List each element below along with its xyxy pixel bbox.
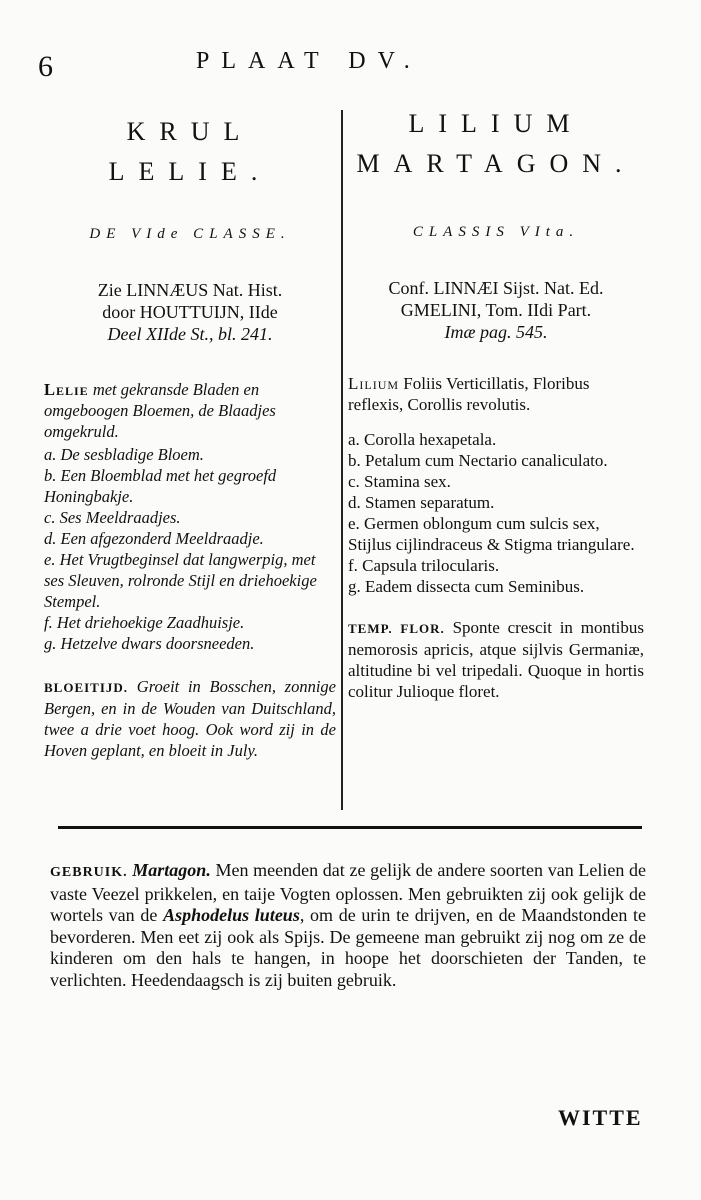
right-classe: CLASSIS VIta. [412, 224, 580, 240]
left-ref-line3: Deel XIIde St., bl. 241. [107, 324, 273, 344]
right-reference [348, 277, 644, 343]
right-desc-rest: Foliis Verticillatis, Floribus reflexis, Corollis revolutis. [348, 374, 590, 414]
page-number: 6 [38, 50, 53, 83]
list-item: a. Corolla hexapetala. [348, 430, 497, 449]
usage-lead: GEBRUIK. [50, 865, 128, 880]
left-classe: DE VIde CLASSE. [89, 226, 291, 242]
left-title-line1: KRUL [126, 117, 254, 146]
list-item: d. Stamen separatum. [348, 493, 495, 512]
right-desc-lead: Lilium [348, 374, 400, 393]
left-ref-line1: Zie LINNÆUS Nat. Hist. [97, 280, 283, 300]
plate-heading: PLAAT DV. [196, 48, 422, 74]
usage-species: Asphodelus luteus [163, 905, 300, 925]
list-item: f. Capsula trilocularis. [348, 556, 500, 575]
usage-name: Martagon. [132, 860, 211, 880]
section-rule [58, 826, 642, 829]
right-title-line1: LILIUM [408, 109, 584, 138]
left-column [44, 112, 336, 761]
right-ref-line1: Conf. LINNÆI Sijst. Nat. Ed. [388, 278, 604, 298]
list-item: e. Germen oblongum cum sulcis sex, Stijlus cijlindraceus & Stigma triangulare. [348, 514, 635, 554]
catchword: WITTE [558, 1105, 643, 1130]
left-description [44, 379, 336, 442]
right-ref-line2: GMELINI, Tom. IIdi Part. [400, 300, 592, 320]
list-item: g. Hetzelve dwars doorsneeden. [44, 634, 255, 653]
left-title-line2: LELIE. [108, 157, 272, 186]
usage-text-1: Men meenden dat ze gelijk de andere soorten van Lelien de vaste Veezel prikkelen, en taije Vogten oplossen. Men gebruikten zij ook gelijk de wortels van de [50, 860, 646, 925]
left-reference [44, 279, 336, 345]
right-column [348, 104, 644, 702]
left-bloei-text: Groeit in Bosschen, zonnige Bergen, en in de Wouden van Duitschland, twee a drie voet hoog. Ook word zij in de Hoven geplant, en bloeit in July. [44, 677, 336, 760]
list-item: g. Eadem dissecta cum Seminibus. [348, 577, 585, 596]
list-item: d. Een afgezonderd Meeldraadje. [44, 529, 264, 548]
right-flowering [348, 617, 644, 702]
usage-paragraph [50, 860, 646, 991]
list-item: b. Een Bloemblad met het gegroefd Honingbakje. [44, 466, 277, 506]
left-flowering [44, 676, 336, 761]
left-bloei-lead: BLOEITIJD. [44, 680, 129, 695]
list-item: c. Stamina sex. [348, 472, 451, 491]
right-title-line2: MARTAGON. [356, 149, 636, 178]
left-ref-line2: door HOUTTUIJN, IIde [102, 302, 278, 322]
left-parts-list [44, 444, 336, 654]
right-description [348, 373, 644, 415]
right-parts-list [348, 429, 644, 597]
list-item: c. Ses Meeldraadjes. [44, 508, 181, 527]
list-item: e. Het Vrugtbeginsel dat langwerpig, met ses Sleuven, rolronde Stijl en driehoekige Stempel. [44, 550, 317, 611]
left-desc-rest: met gekransde Bladen en omgeboogen Bloemen, de Blaadjes omgekruld. [44, 380, 276, 441]
list-item: a. De sesbladige Bloem. [44, 445, 204, 464]
right-temp-lead: TEMP. FLOR. [348, 621, 445, 636]
usage-text-2: , om de urin te drijven, en de Maandstonden te bevorderen. Men eet zij ook als Spijs. De gemeene man gebruikt zij nog om ze de kinderen om den hals te hangen, in hoope het doorschieten der Tanden, te verlichten. Heedendaagsch is zij buiten gebruik. [50, 905, 647, 990]
list-item: b. Petalum cum Nectario canaliculato. [348, 451, 608, 470]
right-ref-line3: Imæ pag. 545. [444, 322, 548, 342]
right-temp-text: Sponte crescit in montibus nemorosis apricis, atque sijlvis Germaniæ, altitudine bi vel tripedali. Quoque in hortis colitur Julioque floret. [348, 618, 645, 701]
left-desc-lead: Lelie [44, 380, 89, 399]
list-item: f. Het driehoekige Zaadhuisje. [44, 613, 245, 632]
column-divider [341, 110, 343, 810]
